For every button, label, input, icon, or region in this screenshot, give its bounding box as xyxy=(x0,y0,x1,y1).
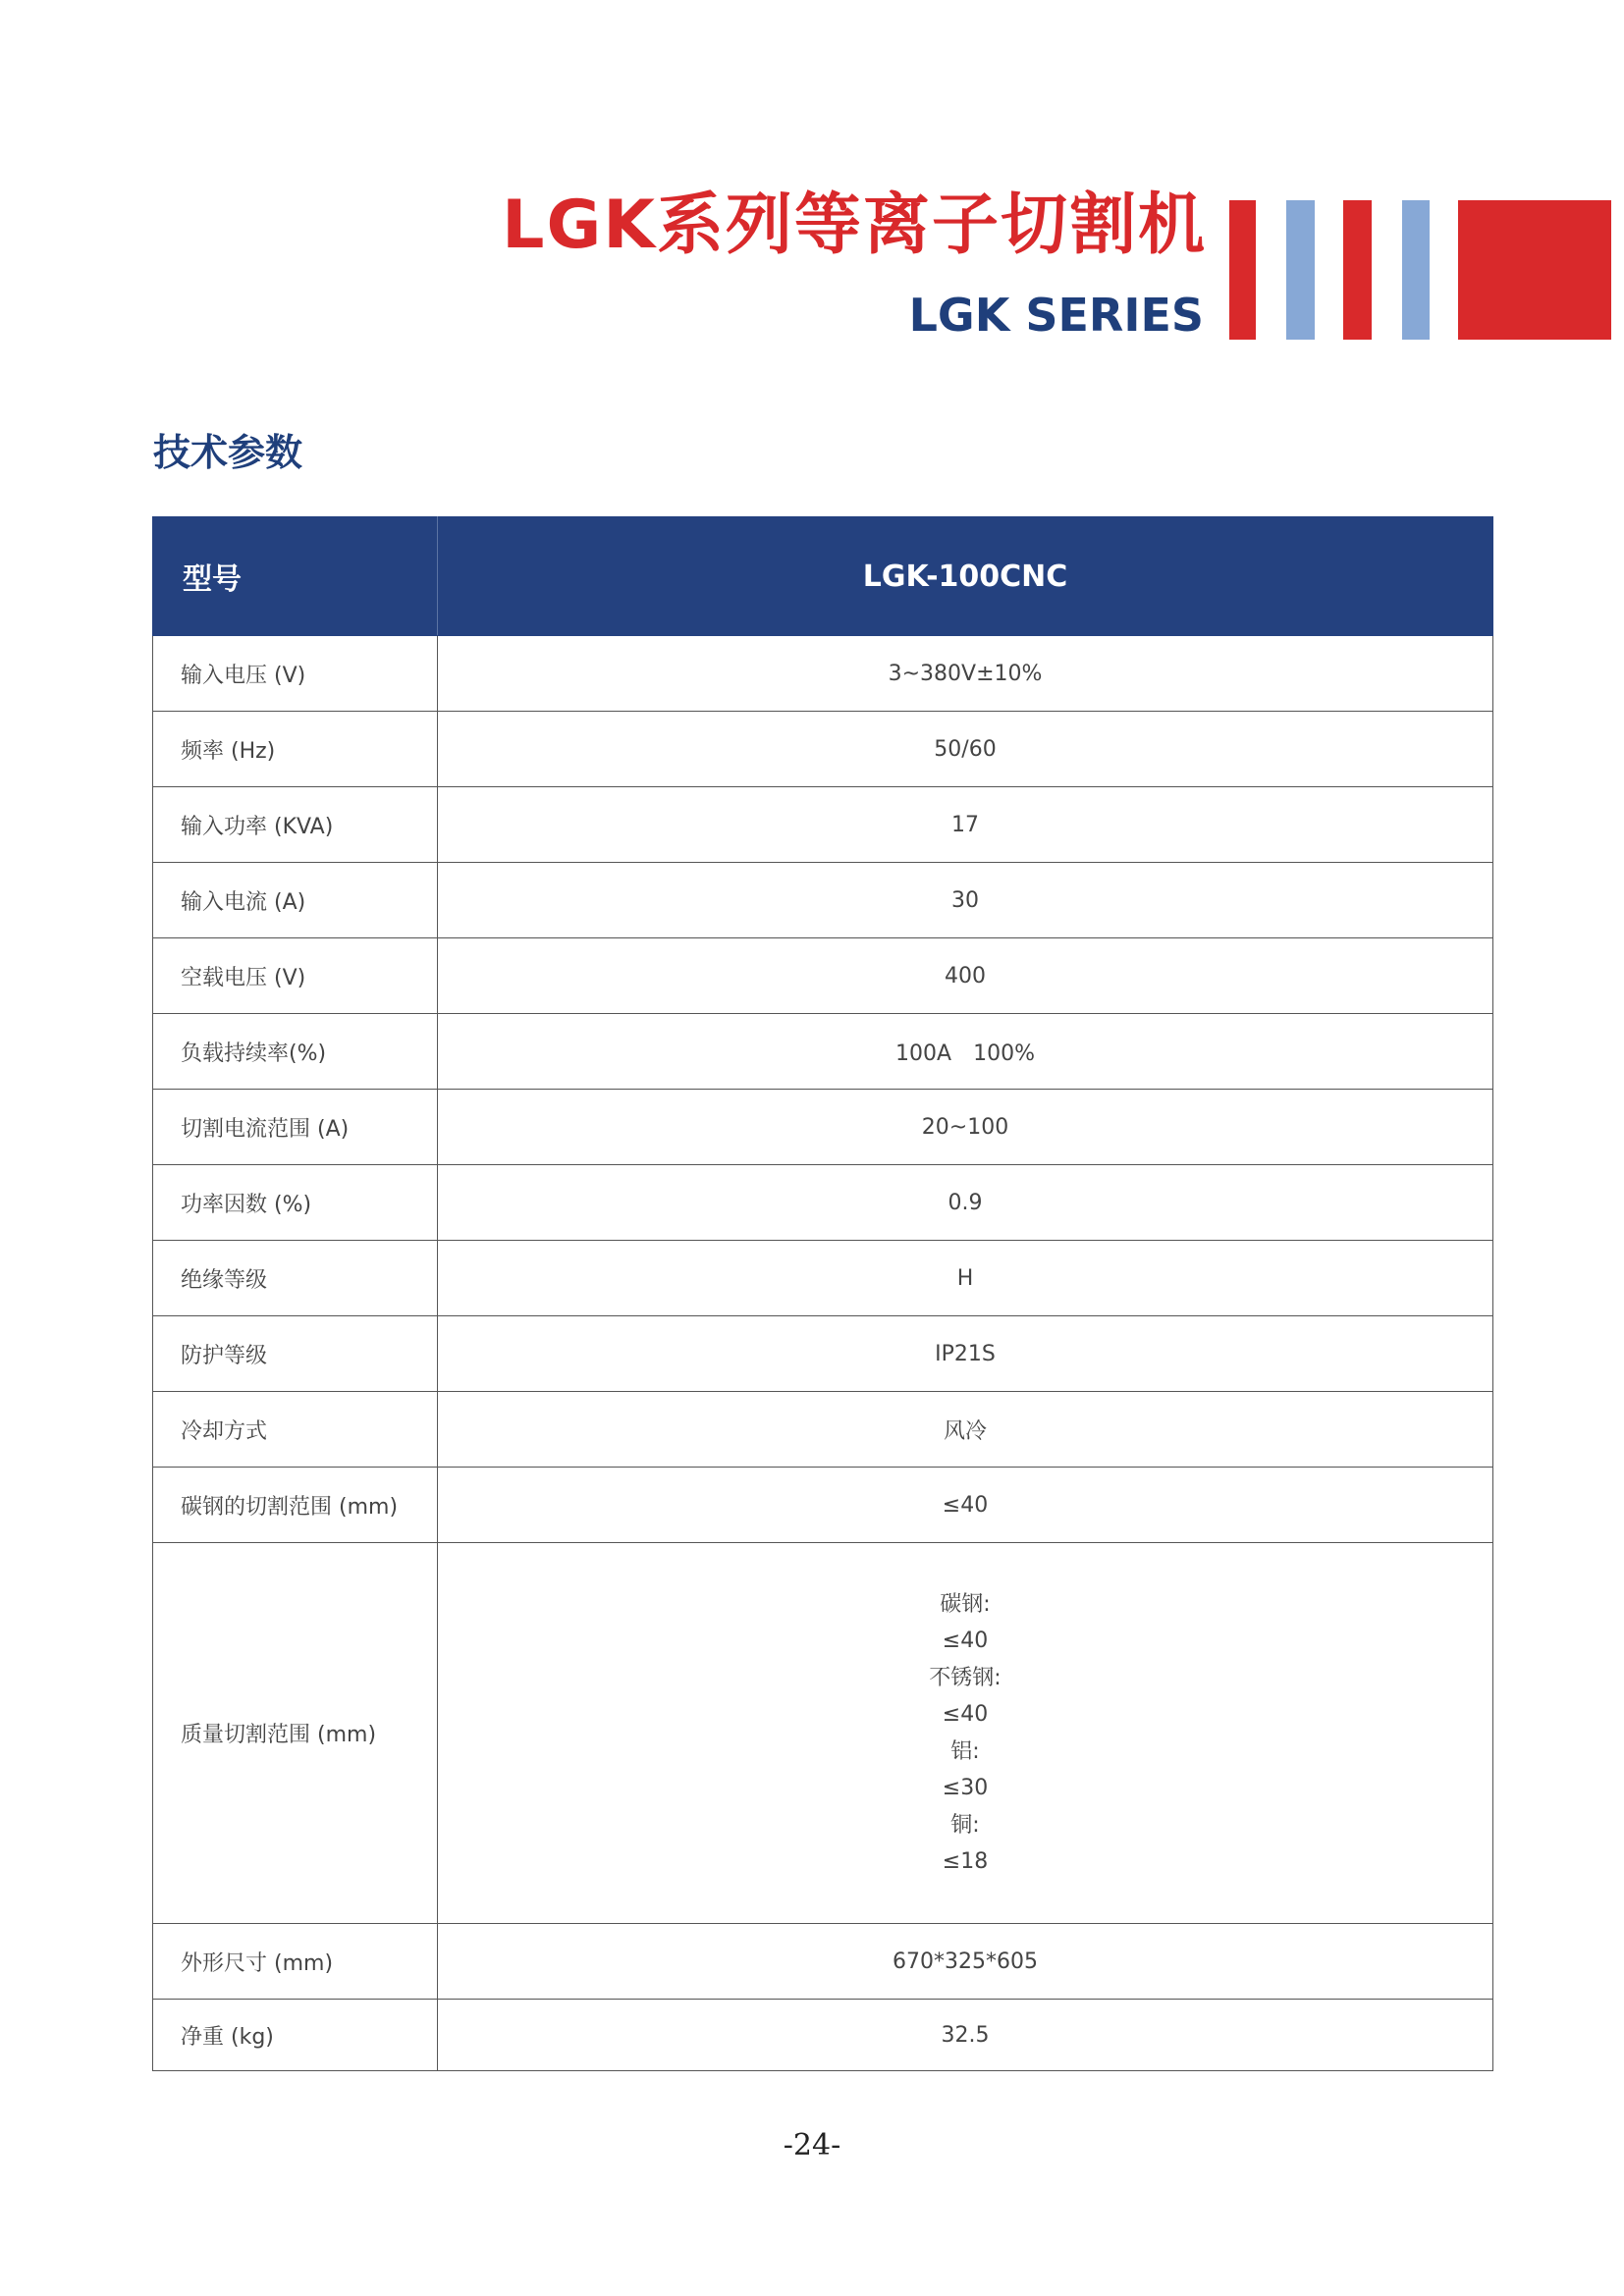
row-label: 输入功率 (KVA) xyxy=(153,787,438,863)
value-line: 铝: xyxy=(950,1738,980,1764)
row-label: 冷却方式 xyxy=(153,1392,438,1468)
row-label: 绝缘等级 xyxy=(153,1241,438,1316)
value-line: ≤30 xyxy=(942,1776,989,1800)
decor-stripe-red-1 xyxy=(1229,200,1256,340)
row-value: 3~380V±10% xyxy=(438,636,1493,712)
row-label: 空载电压 (V) xyxy=(153,938,438,1014)
row-value: 670*325*605 xyxy=(438,1924,1493,2000)
row-value: 100A 100% xyxy=(438,1014,1493,1090)
decor-stripe-red-2 xyxy=(1343,200,1372,340)
row-value: 32.5 xyxy=(438,2000,1493,2071)
row-label: 功率因数 (%) xyxy=(153,1165,438,1241)
table-row xyxy=(153,636,1493,712)
header-title: LGK系列等离子切割机 xyxy=(502,187,1207,264)
header-model-cell: LGK-100CNC xyxy=(438,517,1493,636)
row-label: 输入电压 (V) xyxy=(153,636,438,712)
value-line: ≤18 xyxy=(942,1849,989,1874)
table-header-row xyxy=(153,517,1493,636)
row-value: 20~100 xyxy=(438,1090,1493,1165)
table-row xyxy=(153,1090,1493,1165)
decor-stripe-blue-1 xyxy=(1286,200,1315,340)
table-row xyxy=(153,712,1493,787)
table-row xyxy=(153,863,1493,938)
row-label: 外形尺寸 (mm) xyxy=(153,1924,438,2000)
row-value: 0.9 xyxy=(438,1165,1493,1241)
value-line: 碳钢: xyxy=(940,1591,991,1617)
row-value: 17 xyxy=(438,787,1493,863)
section-title: 技术参数 xyxy=(153,431,303,474)
row-value: 30 xyxy=(438,863,1493,938)
row-label: 防护等级 xyxy=(153,1316,438,1392)
table-row xyxy=(153,1165,1493,1241)
table-row xyxy=(153,1468,1493,1543)
row-value: 50/60 xyxy=(438,712,1493,787)
table-row xyxy=(153,1924,1493,2000)
row-label: 碳钢的切割范围 (mm) xyxy=(153,1468,438,1543)
row-label: 净重 (kg) xyxy=(153,2000,438,2071)
table-row xyxy=(153,1241,1493,1316)
row-label: 输入电流 (A) xyxy=(153,863,438,938)
row-value-multiline xyxy=(438,1543,1493,1924)
table-row xyxy=(153,1014,1493,1090)
row-label: 负载持续率(%) xyxy=(153,1014,438,1090)
value-line: 铜: xyxy=(950,1812,980,1838)
row-label: 频率 (Hz) xyxy=(153,712,438,787)
table-row xyxy=(153,2000,1493,2071)
row-value: ≤40 xyxy=(438,1468,1493,1543)
table-row xyxy=(153,1316,1493,1392)
table-row xyxy=(153,1392,1493,1468)
value-line: ≤40 xyxy=(942,1702,989,1727)
table-row xyxy=(153,938,1493,1014)
page-number: -24- xyxy=(783,2128,841,2163)
header-label-cell: 型号 xyxy=(153,517,438,636)
table-row xyxy=(153,787,1493,863)
value-line: ≤40 xyxy=(942,1629,989,1653)
row-label: 切割电流范围 (A) xyxy=(153,1090,438,1165)
row-label: 质量切割范围 (mm) xyxy=(153,1543,438,1924)
row-value: 400 xyxy=(438,938,1493,1014)
table-row xyxy=(153,1543,1493,1924)
header-subtitle: LGK SERIES xyxy=(908,289,1204,342)
row-value: IP21S xyxy=(438,1316,1493,1392)
value-line: 不锈钢: xyxy=(929,1665,1001,1690)
row-value: 风冷 xyxy=(438,1392,1493,1468)
decor-block-red xyxy=(1458,200,1611,340)
decor-stripe-blue-2 xyxy=(1402,200,1430,340)
spec-table xyxy=(152,516,1493,2071)
row-value: H xyxy=(438,1241,1493,1316)
